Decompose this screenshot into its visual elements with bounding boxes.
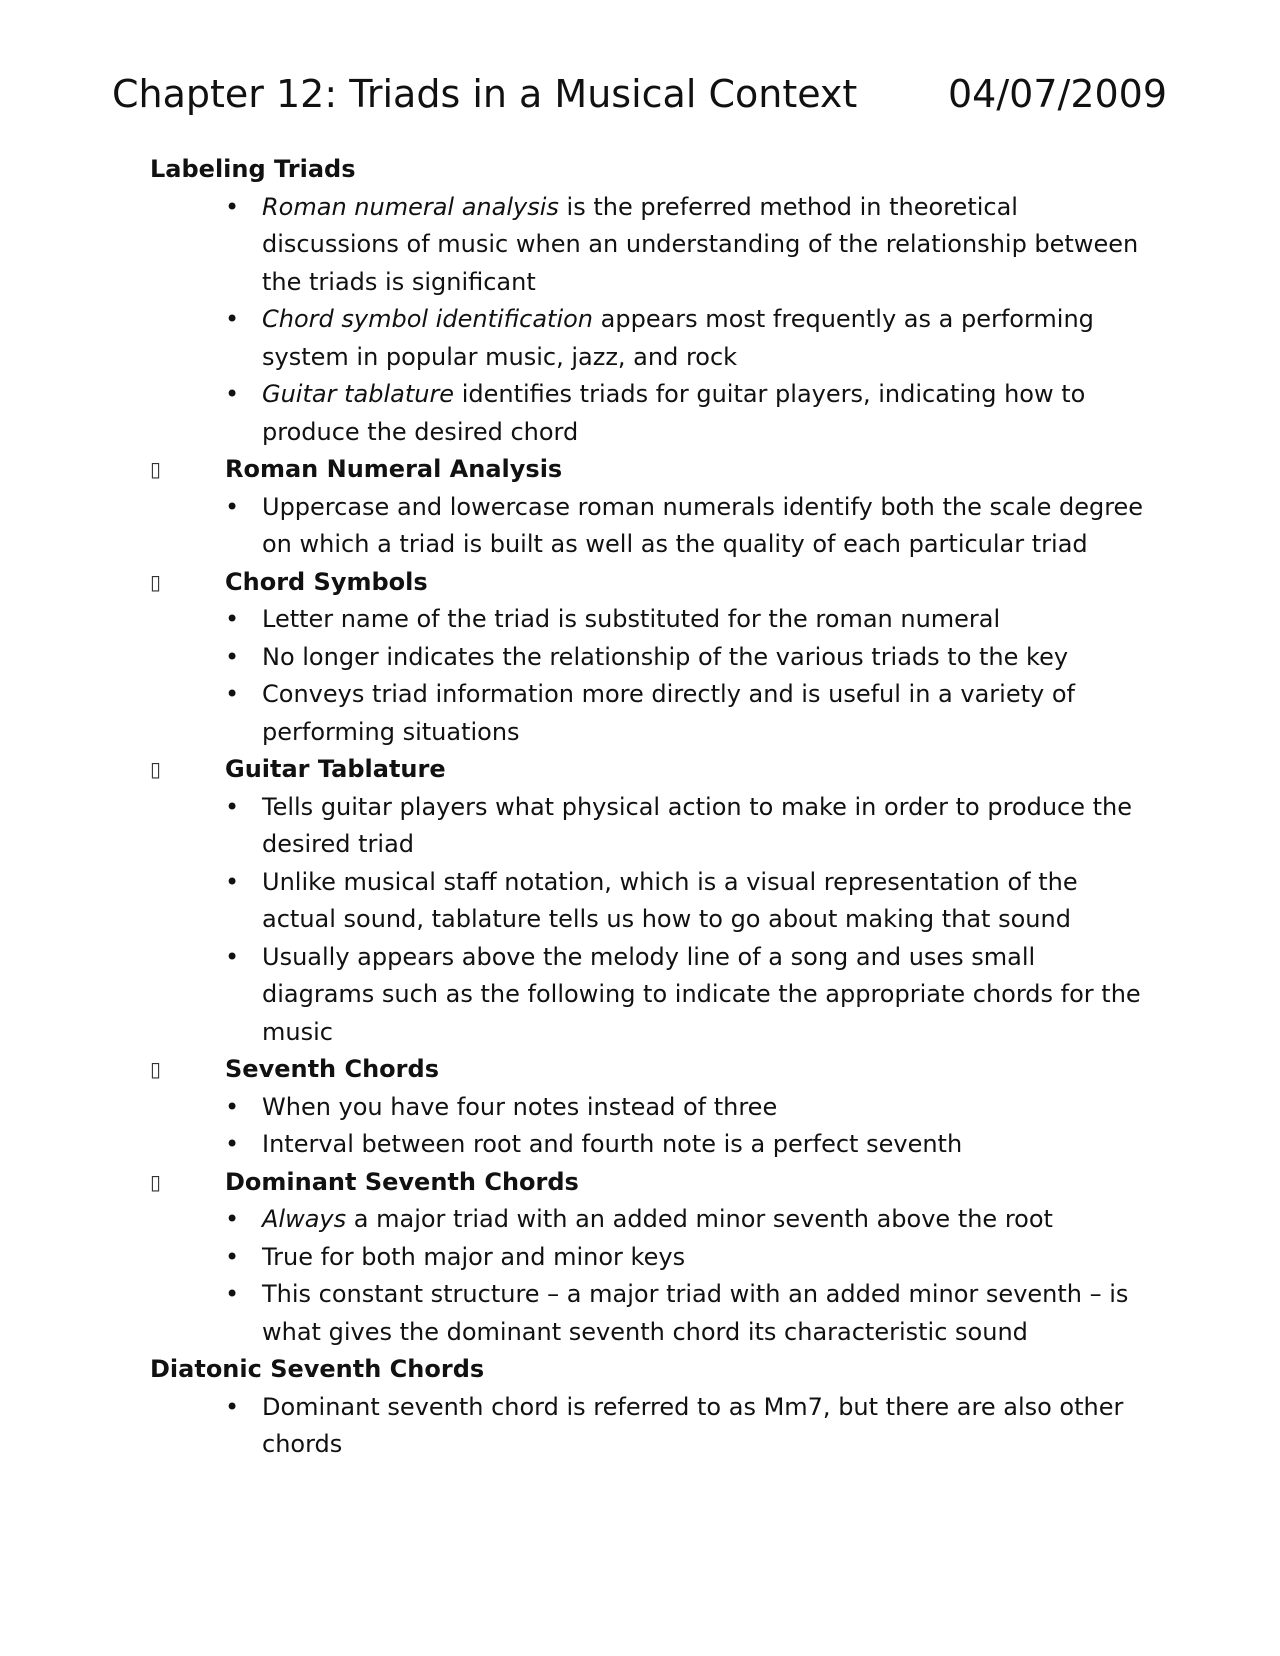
bullet-icon: • [225, 1130, 240, 1158]
list-item [225, 639, 1150, 677]
list-guitar-tablature [150, 789, 1150, 1052]
bullet-icon: • [225, 380, 240, 408]
item-text: a major triad with an added minor seventh above the root [346, 1205, 1053, 1233]
heading-dominant-seventh-chords [150, 1164, 1150, 1202]
list-seventh-chords [150, 1089, 1150, 1164]
item-emphasis: Always [262, 1205, 347, 1233]
bullet-icon: • [225, 492, 240, 521]
bullet-icon: • [225, 642, 240, 671]
item-emphasis: Guitar tablature [262, 380, 455, 408]
bullet-icon: • [225, 1280, 240, 1308]
heading-label: Dominant Seventh Chords [225, 1167, 579, 1196]
item-text: is the preferred method in theoretical discussions of music when an understanding of the relationship between the triads is significant [262, 192, 1139, 296]
item-text: Uppercase and lowercase roman numerals identify both the scale degree on which a triad is built as well as the quality of each particular triad [262, 492, 1144, 558]
list-item [225, 864, 1150, 939]
list-item [225, 939, 1150, 1052]
item-text: Interval between root and fourth note is a perfect seventh [262, 1130, 963, 1158]
item-text: When you have four notes instead of three [262, 1092, 778, 1121]
bullet-icon: • [225, 680, 240, 708]
marker-icon: ▯ [150, 457, 162, 481]
bullet-icon: • [225, 1242, 240, 1271]
list-item [225, 189, 1150, 302]
page-title: Chapter 12: Triads in a Musical Context [112, 72, 858, 116]
heading-seventh-chords [150, 1051, 1150, 1089]
list-item [225, 489, 1150, 564]
list-item [225, 601, 1150, 639]
item-text: Dominant seventh chord is referred to as Mm7, but there are also other chords [262, 1392, 1124, 1458]
bullet-icon: • [225, 605, 240, 633]
item-text: This constant structure – a major triad with an added minor seventh – is what gives the dominant seventh chord its characteristic sound [262, 1280, 1129, 1346]
item-text: identifies triads for guitar players, indicating how to produce the desired chord [262, 380, 1086, 446]
list-item [225, 376, 1150, 451]
bullet-icon: • [225, 1205, 240, 1233]
item-text: Unlike musical staff notation, which is a visual representation of the actual sound, tablature tells us how to go about making that sound [262, 867, 1078, 933]
bullet-icon: • [225, 942, 240, 971]
item-text: Conveys triad information more directly and is useful in a variety of performing situations [262, 680, 1075, 746]
heading-labeling-triads: Labeling Triads [150, 155, 356, 183]
list-item [225, 1201, 1150, 1239]
heading-roman-numeral-analysis [150, 451, 1150, 489]
bullet-icon: • [225, 1392, 240, 1421]
page-date: 04/07/2009 [948, 72, 1168, 116]
marker-icon: ▯ [150, 757, 162, 781]
bullet-icon: • [225, 792, 240, 821]
list-item [225, 301, 1150, 376]
heading-label: Chord Symbols [225, 567, 428, 596]
list-item [225, 789, 1150, 864]
item-text: appears most frequently as a performing system in popular music, jazz, and rock [262, 305, 1094, 371]
notes-body [150, 151, 1150, 1464]
list-item [225, 1389, 1150, 1464]
heading-label: Roman Numeral Analysis [225, 455, 563, 483]
list-item [225, 1126, 1150, 1164]
list-item [225, 1239, 1150, 1277]
marker-icon: ▯ [150, 1057, 162, 1081]
item-text: No longer indicates the relationship of the various triads to the key [262, 642, 1069, 671]
list-item [225, 1089, 1150, 1127]
heading-label: Guitar Tablature [225, 755, 446, 783]
bullet-icon: • [225, 1092, 240, 1121]
list-dominant-seventh-chords [150, 1201, 1150, 1351]
list-labeling-triads [150, 189, 1150, 452]
item-emphasis: Chord symbol identification [262, 305, 594, 333]
bullet-icon: • [225, 867, 240, 896]
marker-icon: ▯ [150, 1169, 162, 1194]
item-text: Tells guitar players what physical action to make in order to produce the desired triad [262, 792, 1133, 858]
list-roman-numeral-analysis [150, 489, 1150, 564]
bullet-icon: • [225, 192, 240, 221]
heading-guitar-tablature [150, 751, 1150, 789]
marker-icon: ▯ [150, 569, 162, 594]
heading-diatonic-seventh-chords: Diatonic Seventh Chords [150, 1355, 485, 1383]
list-item [225, 1276, 1150, 1351]
bullet-icon: • [225, 305, 240, 333]
heading-chord-symbols [150, 564, 1150, 602]
list-item [225, 676, 1150, 751]
item-text: Usually appears above the melody line of a song and uses small diagrams such as the following to indicate the appropriate chords for the music [262, 942, 1141, 1046]
heading-label: Seventh Chords [225, 1055, 439, 1083]
item-text: True for both major and minor keys [262, 1242, 686, 1271]
item-emphasis: Roman numeral analysis [262, 192, 559, 221]
list-diatonic-seventh-chords [150, 1389, 1150, 1464]
item-text: Letter name of the triad is substituted for the roman numeral [262, 605, 1001, 633]
list-chord-symbols [150, 601, 1150, 751]
